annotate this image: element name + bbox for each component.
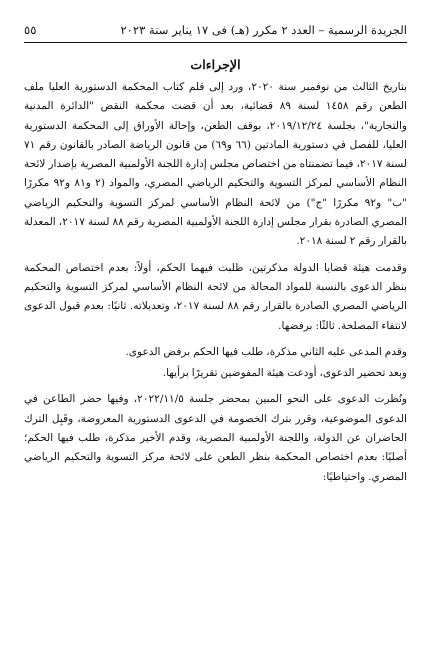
page-header: [24, 22, 407, 42]
paragraph-referral: بتاريخ الثالث من نوفمبر سنة ٢٠٢٠، ورد إلى قلم كتاب المحكمة الدستورية العليا ملف الطعن رقم ١٤٥٨ لسنة ٨٩ قضائية، بعد أن قضت محكمة النقض "الدائرة المدنية والتجارية"، بجلسة ٢٠١٩/١٢/٢٤، بوقف الطعن، وإحالة الأوراق إلى المحكمة الدستورية العليا، للفصل في دستورية المادتين (٦٦ و٦٩) من قانون الرياضة الصادر بالقانون رقم ٧١ لسنة ٢٠١٧، فيما تضمنتاه من اختصاص مجلس إدارة اللجنة الأولمبية المصرية بإصدار لائحة النظام الأساسي لمركز التسوية والتحكيم الرياضي المصري، والمواد (٢ و٨١ و٩٢ مكررًا "ب" و٩٢ مكررًا "ج") من لائحة النظام الأساسي لمركز التسوية والتحكيم الرياضي المصري الصادرة بقرار مجلس إدارة اللجنة الأولمبية المصرية رقم ٨٨ لسنة ٢٠١٧، المعدلة بالقرار رقم ٢ لسنة ٢٠١٨.: [24, 81, 408, 248]
page-number: ٥٥: [24, 23, 37, 37]
paragraph-state-memoranda: وقدمت هيئة قضايا الدولة مذكرتين، طلبت فيهما الحكم، أولاً: بعدم اختصاص المحكمة بنظر الدعوى بالنسبة للمواد المحالة من لائحة النظام الأساسي لمركز التسوية والتحكيم الرياضي المصري الصادرة بالقرار رقم ٨٨ لسنة ٢٠١٧، وتعديلاته. ثانيًا: بعدم قبول الدعوى لانتفاء المصلحة. ثالثًا: برفضها.: [24, 261, 407, 332]
section-heading: الإجراءات: [190, 57, 241, 72]
paragraph-second-defendant: وقدم المدعى عليه الثاني مذكرة، طلب فيها الحكم برفض الدعوى.: [125, 345, 407, 358]
paragraph-hearing: ونُظرت الدعوى على النحو المبين بمحضر جلسة ٢٠٢٢/١١/٥، وفيها حضر الطاعن في الدعوى الموضوعية، وقرر بترك الخصومة في الدعوى الدستورية المعروضة، وقَبِل الترك الحاضران عن الدولة، واللجنة الأولمبية المصرية، وقدم الأخير مذكرة، طلب فيها الحكم؛ أصليًا: بعدم اختصاص المحكمة بنظر الطعن على لائحة مركز التسوية والتحكيم الرياضي المصري. واحتياطيًا:: [24, 393, 407, 483]
publication-title: الجريدة الرسمية – العدد ٢ مكرر (هـ) فى ١٧ يناير سنة ٢٠٢٣: [120, 23, 407, 37]
paragraph-commissioners-report: وبعد تحضير الدعوى، أودعت هيئة المفوضين تقريرًا برأيها.: [162, 367, 407, 380]
header-divider: [24, 42, 407, 43]
